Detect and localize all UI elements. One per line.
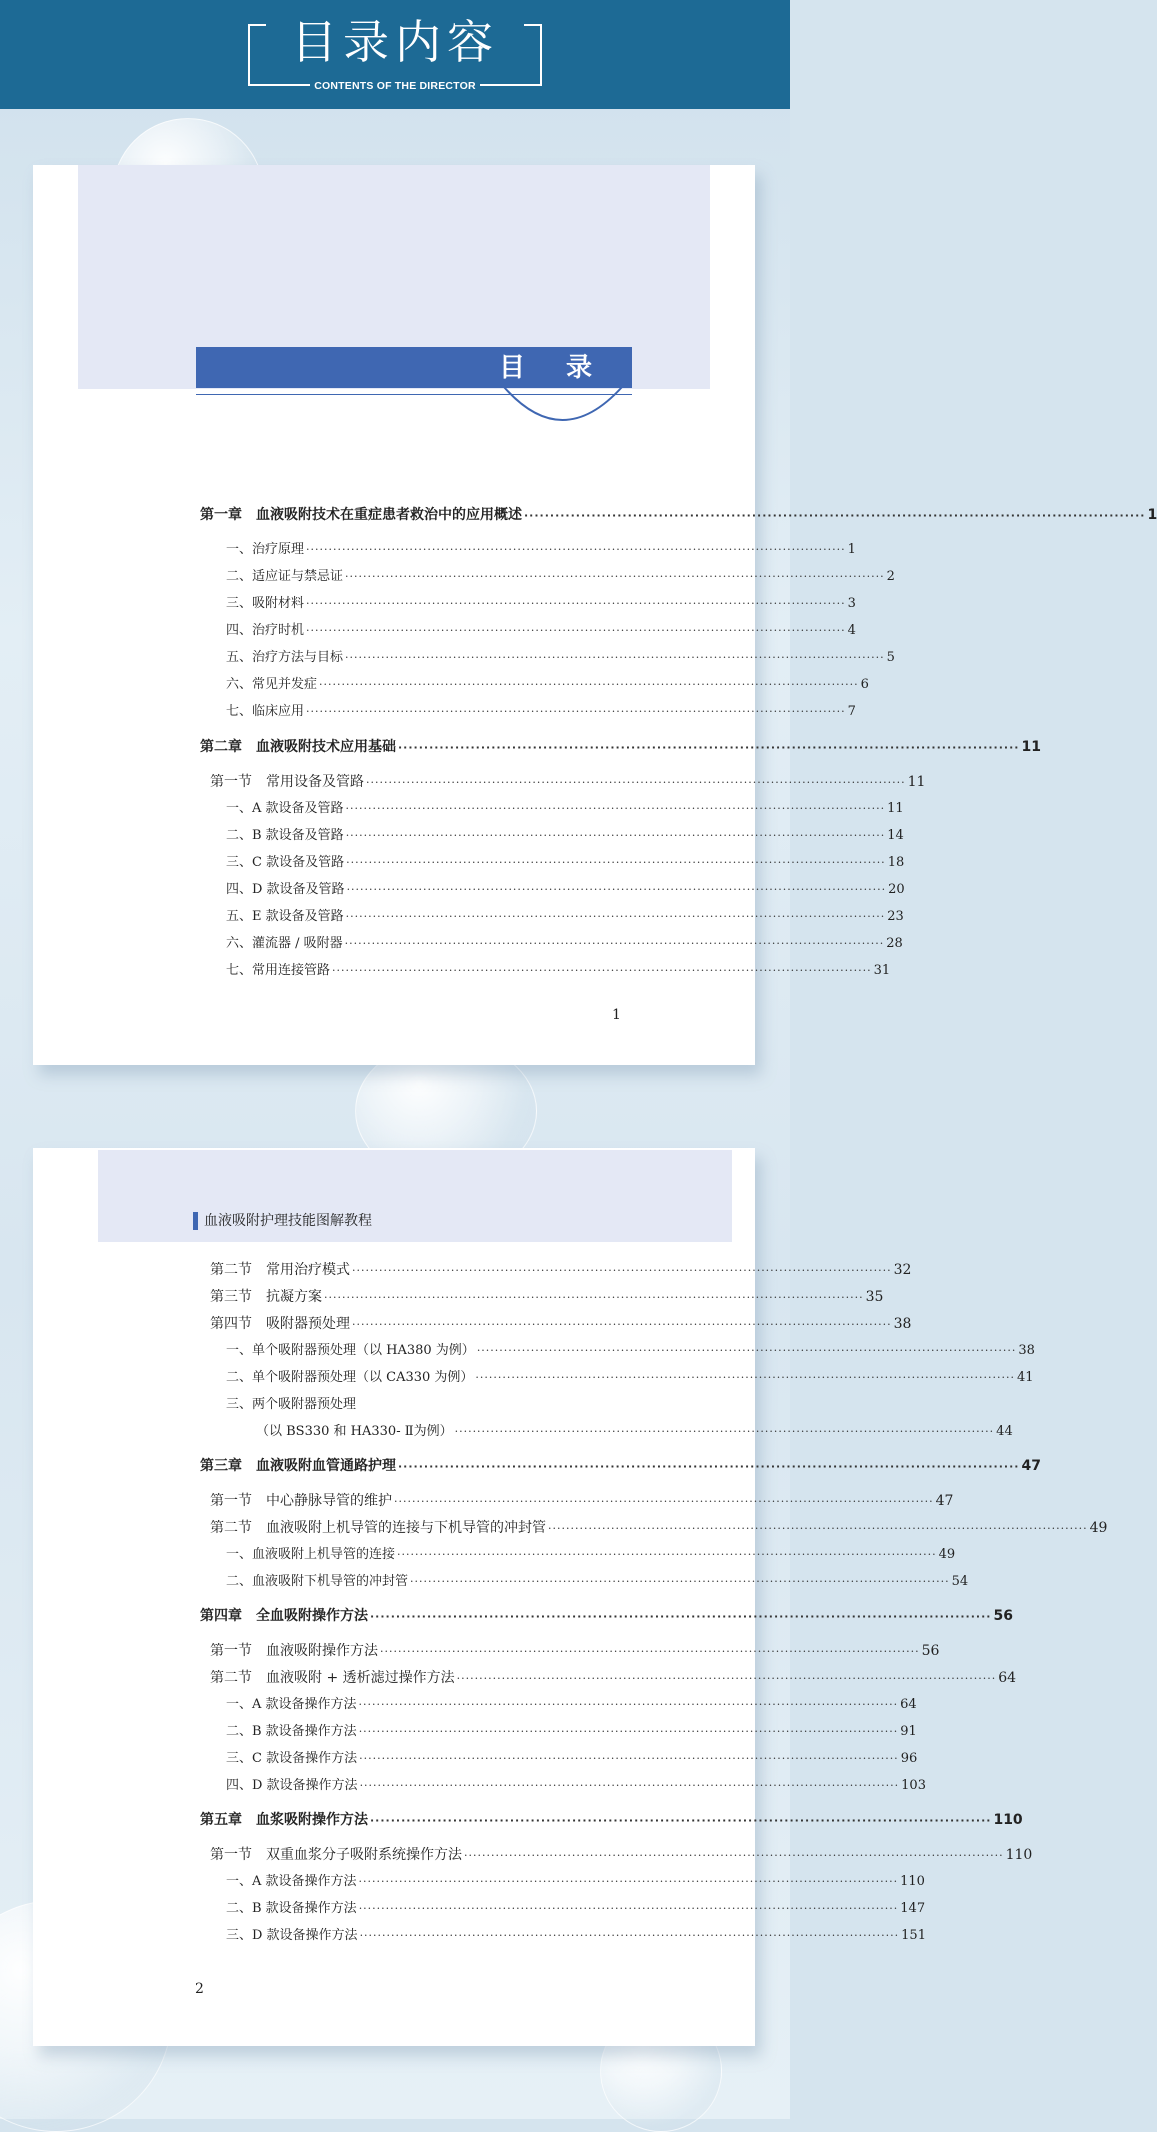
toc-entry-label: 二、B 款设备操作方法 xyxy=(226,1901,357,1916)
toc-entry[interactable] xyxy=(226,1899,926,1919)
banner-arc-decoration xyxy=(500,385,630,431)
toc-entry-label: 七、常用连接管路 xyxy=(226,963,331,978)
toc-entry-label: 第一节 双重血浆分子吸附系统操作方法 xyxy=(210,1847,462,1863)
toc-entry-page: 32 xyxy=(893,1262,912,1278)
toc-entry-label: 第三节 抗凝方案 xyxy=(210,1289,322,1305)
toc-entry[interactable] xyxy=(226,1872,925,1892)
toc-entry[interactable] xyxy=(226,675,869,695)
toc-leader-dots: ························································································································ xyxy=(345,829,886,842)
toc-entry[interactable] xyxy=(226,799,904,819)
toc-entry-page: 28 xyxy=(886,936,903,951)
toc-entry-label: 四、D 款设备操作方法 xyxy=(226,1778,358,1793)
toc-leader-dots: ························································································································ xyxy=(524,509,1146,522)
toc-entry-page: 41 xyxy=(1017,1370,1034,1385)
header-title: 目录内容 xyxy=(291,15,499,69)
toc-entry-label: 第四节 吸附器预处理 xyxy=(210,1316,350,1332)
toc-entry-page: 49 xyxy=(938,1547,956,1562)
toc-entry-page: 4 xyxy=(847,623,856,638)
toc-entry-label: 一、血液吸附上机导管的连接 xyxy=(226,1547,396,1562)
toc-leader-dots: ························································································································ xyxy=(306,705,846,718)
toc-leader-dots: ························································································································ xyxy=(359,1752,899,1765)
toc-entry-page: 56 xyxy=(993,1608,1013,1624)
toc-entry[interactable] xyxy=(200,1810,1023,1830)
toc-entry-label: 一、单个吸附器预处理（以 HA380 为例） xyxy=(226,1343,475,1358)
toc-entry-page: 96 xyxy=(900,1751,918,1766)
toc-leader-dots: ························································································································ xyxy=(358,1902,899,1915)
toc-entry[interactable] xyxy=(226,648,895,668)
running-title-marker xyxy=(193,1212,198,1230)
toc-entry-page: 47 xyxy=(935,1493,954,1509)
toc-entry-label: 第四章 全血吸附操作方法 xyxy=(200,1608,368,1624)
toc-entry[interactable] xyxy=(200,737,1041,757)
toc-entry[interactable] xyxy=(210,1518,1108,1538)
toc-entry-page: 54 xyxy=(951,1574,969,1589)
toc-entry-label: 二、单个吸附器预处理（以 CA330 为例） xyxy=(226,1370,474,1385)
toc-leader-dots: ························································································································ xyxy=(475,1371,1016,1384)
toc-leader-dots: ························································································································ xyxy=(358,1875,899,1888)
toc-leader-dots: ························································································································ xyxy=(332,964,872,977)
toc-leader-dots: ························································································································ xyxy=(358,1725,899,1738)
toc-leader-dots: ························································································································ xyxy=(345,802,886,815)
toc-entry-label: 一、治疗原理 xyxy=(226,542,305,557)
toc-entry-page: 23 xyxy=(887,909,904,924)
toc-entry[interactable] xyxy=(226,1572,969,1592)
toc-entry[interactable] xyxy=(226,826,904,846)
toc-entry[interactable] xyxy=(200,505,1157,525)
toc-entry-label: 五、E 款设备及管路 xyxy=(226,909,344,924)
toc-entry-page: 38 xyxy=(893,1316,912,1332)
toc-entry-page: 2 xyxy=(886,569,895,584)
toc-entry-label: （以 BS330 和 HA330- Ⅱ为例） xyxy=(256,1424,453,1439)
toc-entry[interactable] xyxy=(226,1395,620,1415)
toc-entry-page: 1 xyxy=(1147,507,1157,523)
toc-entry[interactable] xyxy=(226,1926,926,1946)
toc-leader-dots: ························································································································ xyxy=(352,1318,892,1331)
toc-entry[interactable] xyxy=(226,621,856,641)
toc-entry-page: 11 xyxy=(1021,739,1041,755)
toc-leader-dots: ························································································································ xyxy=(359,1779,900,1792)
toc-entry-label: 六、常见并发症 xyxy=(226,677,318,692)
toc-entry-page: 18 xyxy=(887,855,905,870)
toc-entry-label: 第五章 血浆吸附操作方法 xyxy=(200,1812,368,1828)
toc-entry-label: 三、两个吸附器预处理 xyxy=(226,1397,357,1412)
toc-leader-dots: ························································································································ xyxy=(344,937,885,950)
toc-leader-dots: ························································································································ xyxy=(352,1264,892,1277)
toc-entry-page: 110 xyxy=(900,1874,925,1889)
toc-leader-dots: ························································································································ xyxy=(306,624,846,637)
toc-entry-page: 44 xyxy=(996,1424,1013,1439)
toc-leader-dots: ························································································································ xyxy=(380,1645,920,1658)
toc-entry-page: 103 xyxy=(901,1778,926,1793)
toc-entry-page: 20 xyxy=(888,882,905,897)
toc-entry-label: 七、临床应用 xyxy=(226,704,305,719)
toc-entry[interactable] xyxy=(226,853,905,873)
toc-leader-dots: ························································································································ xyxy=(548,1522,1088,1535)
toc-entry-label: 三、C 款设备及管路 xyxy=(226,855,345,870)
toc-entry-label: 第二节 血液吸附上机导管的连接与下机导管的冲封管 xyxy=(210,1520,546,1536)
toc-entry-label: 二、B 款设备及管路 xyxy=(226,828,344,843)
toc-entry[interactable] xyxy=(226,961,891,981)
toc-entry[interactable] xyxy=(226,1368,1034,1388)
toc-entry-label: 第二章 血液吸附技术应用基础 xyxy=(200,739,396,755)
toc-entry-label: 二、适应证与禁忌证 xyxy=(226,569,344,584)
toc-entry[interactable] xyxy=(210,1668,1017,1688)
toc-entry-label: 第二节 血液吸附 + 透析滤过操作方法 xyxy=(210,1670,455,1686)
toc-entry-page: 64 xyxy=(998,1670,1017,1686)
toc-entry[interactable] xyxy=(210,1287,884,1307)
toc-entry-page: 11 xyxy=(887,801,904,816)
toc-entry-label: 第一章 血液吸附技术在重症患者救治中的应用概述 xyxy=(200,507,522,523)
toc-entry[interactable] xyxy=(226,1695,917,1715)
toc-entry-page: 38 xyxy=(1018,1343,1035,1358)
toc-entry-page: 151 xyxy=(901,1928,926,1943)
toc-entry-label: 六、灌流器 / 吸附器 xyxy=(226,936,343,951)
toc-entry-label: 一、A 款设备操作方法 xyxy=(226,1874,357,1889)
toc-leader-dots: ························································································································ xyxy=(410,1575,950,1588)
toc-leader-dots: ························································································································ xyxy=(324,1291,864,1304)
toc-entry[interactable] xyxy=(226,880,905,900)
toc-leader-dots: ························································································································ xyxy=(370,1610,992,1623)
toc-entry-label: 三、D 款设备操作方法 xyxy=(226,1928,358,1943)
toc-entry[interactable] xyxy=(210,1845,1033,1865)
toc-entry[interactable] xyxy=(226,1722,917,1742)
toc-entry-page: 47 xyxy=(1021,1458,1041,1474)
toc-leader-dots: ························································································································ xyxy=(397,1548,937,1561)
toc-entry[interactable] xyxy=(226,1341,1035,1361)
toc-leader-dots: ························································································································ xyxy=(454,1425,995,1438)
toc-entry-page: 91 xyxy=(900,1724,917,1739)
toc-entry-label: 第一节 中心静脉导管的维护 xyxy=(210,1493,392,1509)
toc-entry[interactable] xyxy=(256,1422,1013,1442)
toc-entry-page: 110 xyxy=(1005,1847,1033,1863)
toc-entry[interactable] xyxy=(226,567,895,587)
toc-entry-page: 147 xyxy=(900,1901,926,1916)
toc-leader-dots: ························································································································ xyxy=(346,856,886,869)
toc-leader-dots: ························································································································ xyxy=(319,678,859,691)
page-number: 1 xyxy=(612,1007,621,1023)
toc-entry[interactable] xyxy=(226,540,856,560)
toc-entry-page: 31 xyxy=(873,963,891,978)
toc-entry-page: 14 xyxy=(887,828,904,843)
toc-entry[interactable] xyxy=(226,934,903,954)
toc-leader-dots: ························································································································ xyxy=(366,776,906,789)
toc-leader-dots: ························································································································ xyxy=(394,1495,934,1508)
toc-entry-page: 49 xyxy=(1089,1520,1108,1536)
header-title-frame xyxy=(248,10,542,92)
toc-banner-title: 目 录 xyxy=(498,353,608,383)
toc-entry-page: 5 xyxy=(886,650,895,665)
toc-entry-page: 1 xyxy=(847,542,856,557)
toc-entry-label: 四、治疗时机 xyxy=(226,623,305,638)
toc-entry-label: 五、治疗方法与目标 xyxy=(226,650,344,665)
toc-entry-label: 第一节 常用设备及管路 xyxy=(210,774,364,790)
toc-leader-dots: ························································································································ xyxy=(398,741,1020,754)
toc-entry-page: 7 xyxy=(847,704,856,719)
toc-entry-label: 二、血液吸附下机导管的冲封管 xyxy=(226,1574,409,1589)
toc-leader-dots: ························································································································ xyxy=(358,1698,899,1711)
toc-entry-label: 三、C 款设备操作方法 xyxy=(226,1751,358,1766)
toc-entry-label: 一、A 款设备及管路 xyxy=(226,801,344,816)
toc-entry-label: 第一节 血液吸附操作方法 xyxy=(210,1643,378,1659)
toc-leader-dots: ························································································································ xyxy=(456,1672,997,1685)
toc-entry-page: 6 xyxy=(860,677,869,692)
toc-entry[interactable] xyxy=(210,1491,954,1511)
toc-entry[interactable] xyxy=(210,772,926,792)
toc-entry-page: 110 xyxy=(993,1812,1023,1828)
toc-leader-dots: ························································································································ xyxy=(345,651,885,664)
toc-entry[interactable] xyxy=(226,1776,926,1796)
toc-leader-dots: ························································································································ xyxy=(464,1849,1004,1862)
toc-leader-dots: ························································································································ xyxy=(306,543,846,556)
toc-entry-page: 3 xyxy=(847,596,856,611)
toc-entry[interactable] xyxy=(200,1456,1041,1476)
toc-leader-dots: ························································································································ xyxy=(398,1460,1020,1473)
page-number: 2 xyxy=(195,1981,204,1997)
toc-entry-label: 二、B 款设备操作方法 xyxy=(226,1724,357,1739)
toc-leader-dots: ························································································································ xyxy=(370,1814,992,1827)
toc-leader-dots: ························································································································ xyxy=(346,883,887,896)
toc-entry-page: 35 xyxy=(865,1289,884,1305)
toc-entry[interactable] xyxy=(210,1641,940,1661)
toc-entry[interactable] xyxy=(210,1314,912,1334)
toc-entry-label: 第三章 血液吸附血管通路护理 xyxy=(200,1458,396,1474)
toc-leader-dots: ························································································································ xyxy=(306,597,846,610)
toc-entry-page: 64 xyxy=(900,1697,917,1712)
toc-entry-label: 一、A 款设备操作方法 xyxy=(226,1697,357,1712)
toc-leader-dots: ························································································································ xyxy=(476,1344,1017,1357)
toc-entry-label: 第二节 常用治疗模式 xyxy=(210,1262,350,1278)
toc-entry-label: 三、吸附材料 xyxy=(226,596,305,611)
toc-leader-dots: ························································································································ xyxy=(345,570,885,583)
toc-leader-dots: ························································································································ xyxy=(345,910,886,923)
header-subtitle: CONTENTS OF THE DIRECTOR xyxy=(314,80,476,92)
toc-entry-page: 56 xyxy=(921,1643,940,1659)
toc-entry-page: 11 xyxy=(907,774,926,790)
running-title: 血液吸附护理技能图解教程 xyxy=(204,1213,372,1229)
toc-entry[interactable] xyxy=(226,907,904,927)
toc-entry[interactable] xyxy=(226,594,856,614)
toc-entry[interactable] xyxy=(200,1606,1013,1626)
header-bar xyxy=(0,0,790,109)
toc-entry[interactable] xyxy=(226,1545,956,1565)
toc-entry-label: 四、D 款设备及管路 xyxy=(226,882,345,897)
toc-entry[interactable] xyxy=(226,702,856,722)
toc-banner xyxy=(196,347,632,388)
toc-entry[interactable] xyxy=(210,1260,912,1280)
toc-entry[interactable] xyxy=(226,1749,918,1769)
toc-leader-dots: ························································································································ xyxy=(359,1929,900,1942)
